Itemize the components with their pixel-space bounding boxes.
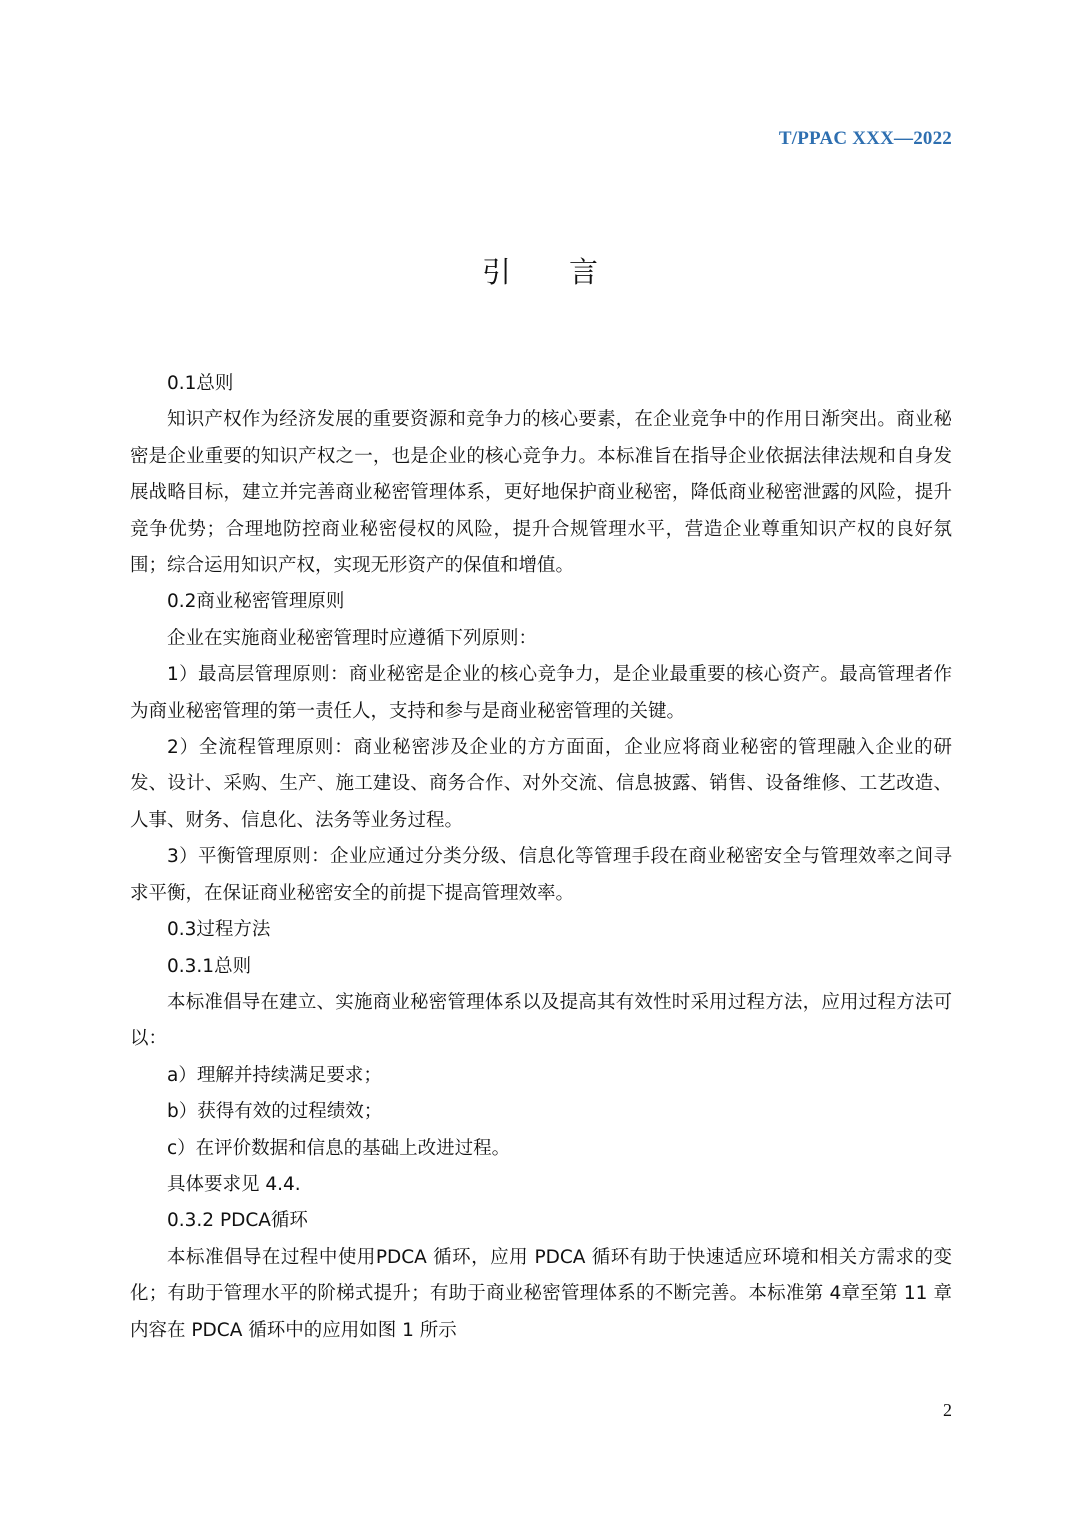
section-heading-0-3: 0.3过程方法: [167, 919, 271, 941]
list-item-principle-2: 2）全流程管理原则：商业秘密涉及企业的方方面面，企业应将商业秘密的管理融入企业的研发、设计、采购、生产、施工建设、商务合作、对外交流、信息披露、销售、设备维修、工艺改造、人事、财务、信息化、法务等业务过程。: [130, 737, 952, 831]
section-heading-0-3-1: 0.3.1总则: [167, 955, 252, 977]
section-heading-0-1: 0.1总则: [167, 373, 234, 394]
section-heading-0-2: 0.2商业秘密管理原则: [167, 591, 345, 613]
list-item-principle-3: 3）平衡管理原则：企业应通过分类分级、信息化等管理手段在商业秘密安全与管理效率之间寻求平衡，在保证商业秘密安全的前提下提高管理效率。: [130, 846, 952, 904]
section-heading-0-3-2: 0.3.2 PDCA循环: [167, 1210, 308, 1232]
standard-code: T/PPAC XXX—2022: [778, 128, 952, 149]
paragraph-process-approach: 本标准倡导在建立、实施商业秘密管理体系以及提高其有效性时采用过程方法，应用过程方法可以：: [130, 991, 952, 1050]
document-body: [130, 366, 952, 1349]
page-title: 引言: [481, 255, 656, 289]
paragraph-pdca: 本标准倡导在过程中使用PDCA 循环，应用 PDCA 循环有助于快速适应环境和相关方需求的变化；有助于管理水平的阶梯式提升；有助于商业秘密管理体系的不断完善。本标准第 4章至第 11 章内容在 PDCA 循环中的应用如图 1 所示: [130, 1246, 952, 1341]
paragraph-overview: 知识产权作为经济发展的重要资源和竞争力的核心要素，在企业竞争中的作用日渐突出。商业秘密是企业重要的知识产权之一，也是企业的核心竞争力。本标准旨在指导企业依据法律法规和自身发展战略目标，建立并完善商业秘密管理体系，更好地保护商业秘密，降低商业秘密泄露的风险，提升竞争优势；合理地防控商业秘密侵权的风险，提升合规管理水平，营造企业尊重知识产权的良好氛围；综合运用知识产权，实现无形资产的保值和增值。: [130, 409, 952, 577]
page-number: 2: [943, 1400, 952, 1420]
list-item-b: b）获得有效的过程绩效；: [167, 1101, 383, 1123]
list-item-c: c）在评价数据和信息的基础上改进过程。: [167, 1137, 511, 1159]
list-item-a: a）理解并持续满足要求；: [167, 1064, 382, 1086]
list-item-principle-1: 1）最高层管理原则：商业秘密是企业的核心竞争力，是企业最重要的核心资产。最高管理者作为商业秘密管理的第一责任人，支持和参与是商业秘密管理的关键。: [130, 664, 952, 722]
paragraph-principles-intro: 企业在实施商业秘密管理时应遵循下列原则：: [167, 627, 538, 649]
paragraph-reference: 具体要求见 4.4.: [167, 1173, 301, 1195]
